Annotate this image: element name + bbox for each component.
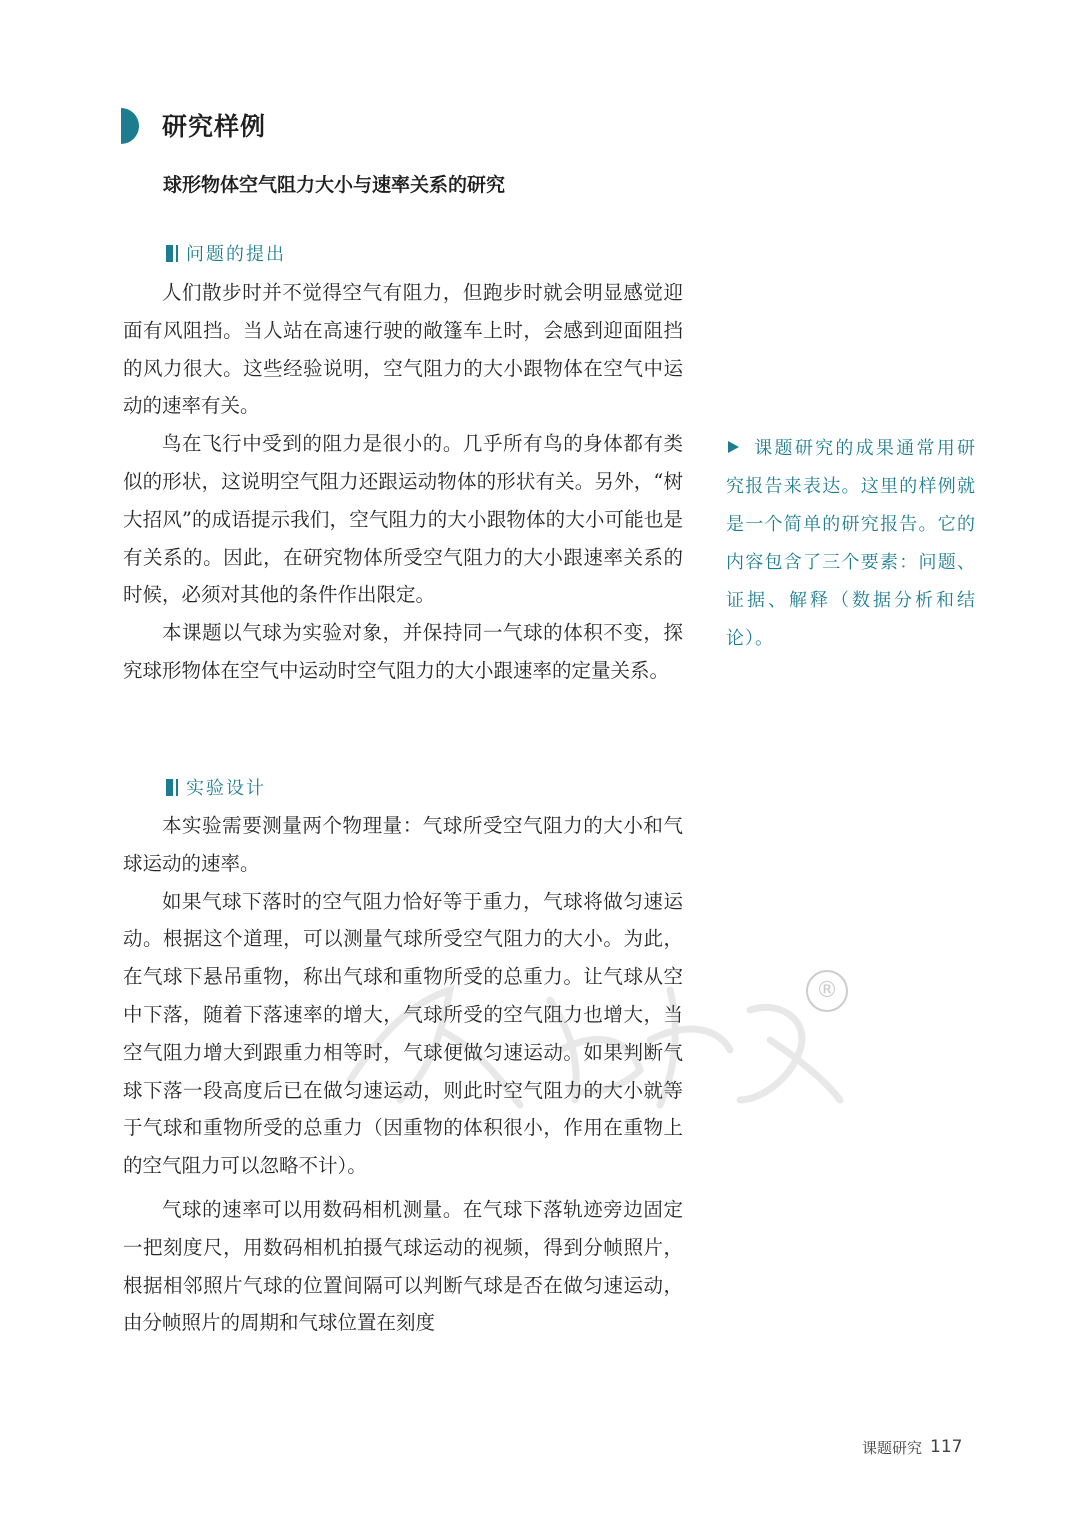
paragraph: 人们散步时并不觉得空气有阻力，但跑步时就会明显感觉迎面有风阻挡。当人站在高速行驶的敞篷车上时，会感到迎面阻挡的风力很大。这些经验说明，空气阻力的大小跟物体在空气中运动的速率有关。	[123, 281, 683, 418]
paper-title: 球形物体空气阻力大小与速率关系的研究	[163, 174, 506, 196]
page-number: 117	[930, 1437, 963, 1457]
paragraph: 本课题以气球为实验对象，并保持同一气球的体积不变，探究球形物体在空气中运动时空气阻力的大小跟速率的定量关系。	[123, 621, 683, 682]
heading-bar-icon	[166, 779, 173, 796]
paragraph: 气球的速率可以用数码相机测量。在气球下落轨迹旁边固定一把刻度尺，用数码相机拍摄气球运动的视频，得到分帧照片，根据相邻照片气球的位置间隔可以判断气球是否在做匀速运动，由分帧照片的周期和气球位置在刻度	[123, 1197, 683, 1335]
paragraph: 本实验需要测量两个物理量：气球所受空气阻力的大小和气球运动的速率。	[123, 814, 683, 875]
section-problem-body	[123, 274, 683, 690]
page-footer	[862, 1434, 962, 1460]
subheading-label: 问题的提出	[186, 244, 286, 265]
heading-bar-icon	[166, 245, 173, 262]
side-note-text: 课题研究的成果通常用研究报告来表达。这里的样例就是一个简单的研究报告。它的内容包含了三个要素：问题、证据、解释（数据分析和结论）。	[726, 438, 976, 649]
footer-section-name: 课题研究	[862, 1438, 923, 1457]
side-note	[726, 430, 976, 658]
subheading-label: 实验设计	[186, 778, 266, 799]
subheading-design	[166, 773, 266, 801]
section-marker-icon	[121, 108, 139, 144]
section-title: 研究样例	[162, 112, 267, 141]
heading-bar-thin-icon	[176, 779, 178, 796]
publisher-watermark	[330, 960, 850, 1120]
subheading-problem	[166, 239, 286, 267]
registered-mark-icon: ®	[806, 970, 848, 1012]
heading-bar-thin-icon	[176, 245, 178, 262]
paragraph: 如果气球下落时的空气阻力恰好等于重力，气球将做匀速运动。根据这个道理，可以测量气球所受空气阻力的大小。为此，在气球下悬吊重物，称出气球和重物所受的总重力。让气球从空中下落，随着下落速率的增大，气球所受的空气阻力也增大，当空气阻力增大到跟重力相等时，气球便做匀速运动。如果判断气球下落一段高度后已在做匀速运动，则此时空气阻力的大小就等于气球和重物所受的总重力（因重物的体积很小，作用在重物上的空气阻力可以忽略不计）。	[123, 889, 683, 1178]
triangle-bullet-icon	[728, 441, 739, 453]
paragraph: 鸟在飞行中受到的阻力是很小的。几乎所有鸟的身体都有类似的形状，这说明空气阻力还跟运动物体的形状有关。另外，“树大招风”的成语提示我们，空气阻力的大小跟物体的大小可能也是有关系的。因此，在研究物体所受空气阻力的大小跟速率关系的时候，必须对其他的条件作出限定。	[123, 432, 683, 607]
